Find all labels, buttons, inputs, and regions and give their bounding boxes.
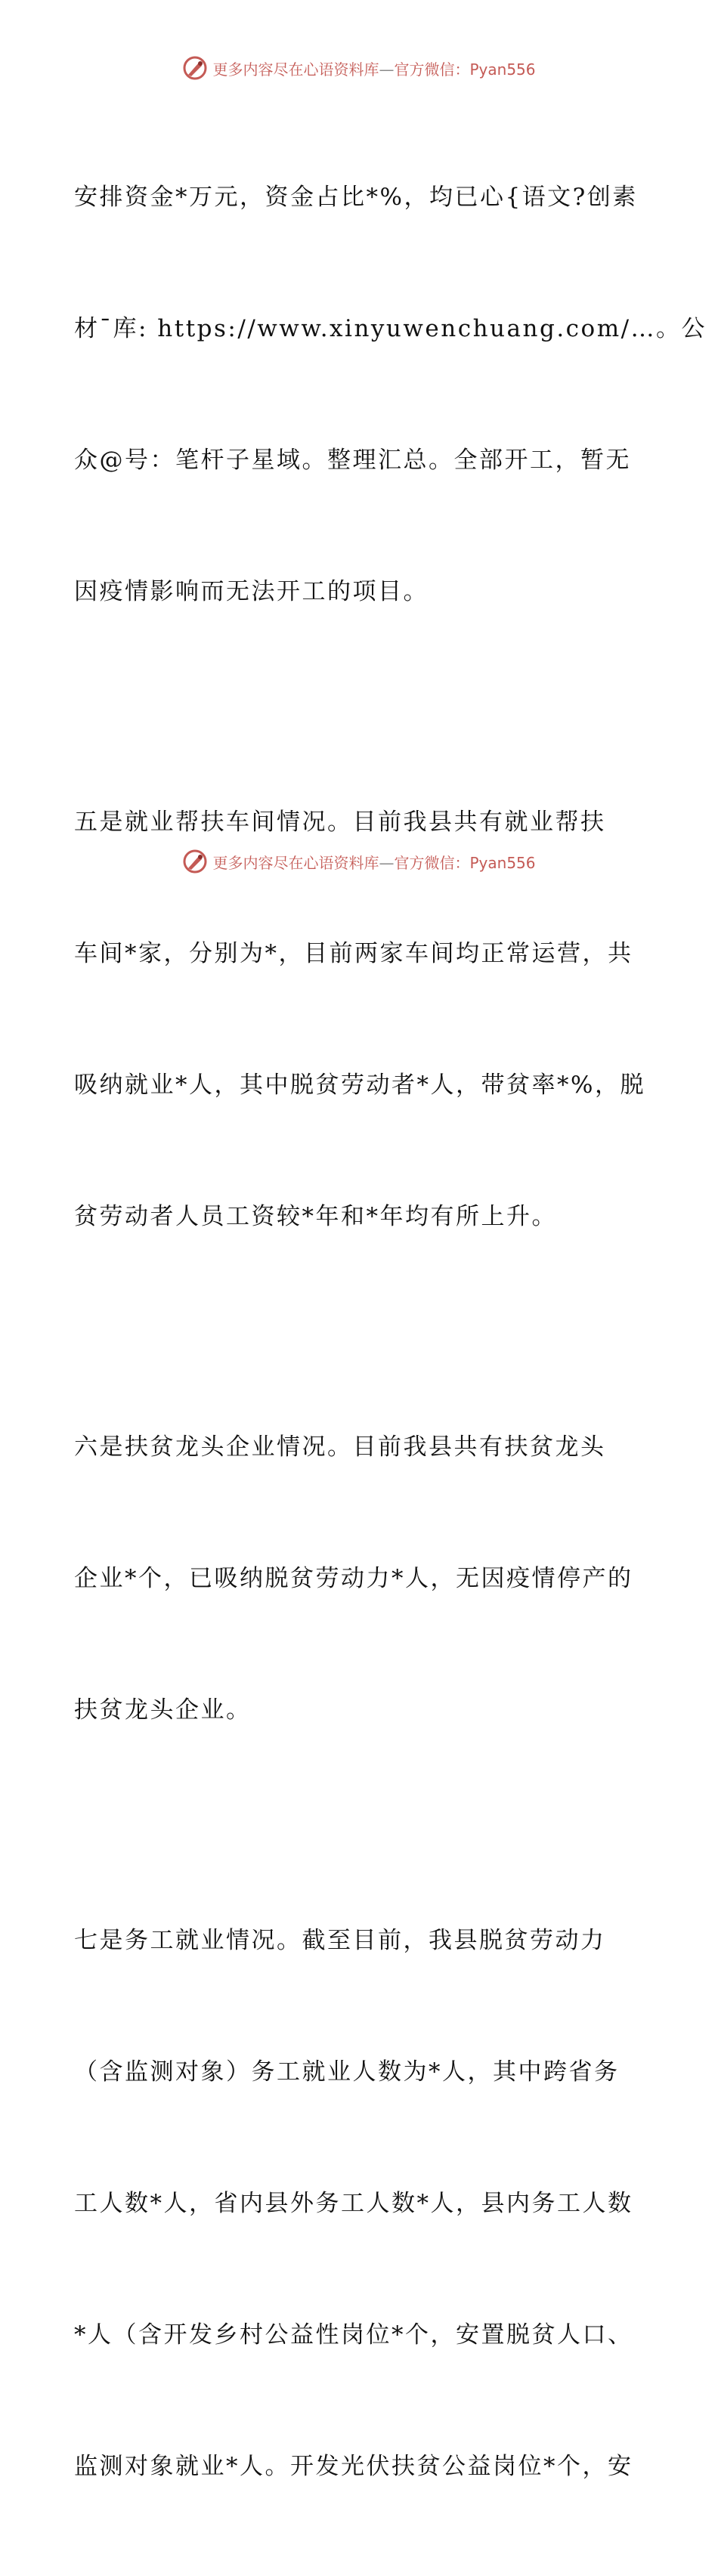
text-line: （含监测对象）务工就业人数为*人，其中跨省务 bbox=[74, 2058, 620, 2086]
paragraph-1 bbox=[74, 88, 707, 701]
watermark-brand: 更多内容尽在心语资料库 bbox=[212, 853, 379, 872]
watermark-suffix: 官方微信： bbox=[394, 60, 470, 79]
header-watermark bbox=[0, 53, 718, 83]
watermark-brand: 更多内容尽在心语资料库 bbox=[212, 60, 379, 79]
watermark-id: Pyan556 bbox=[469, 853, 536, 872]
text-line: 六是扶贫龙头企业情况。目前我县共有扶贫龙头 bbox=[74, 1433, 606, 1461]
text-line: 因疫情影响而无法开工的项目。 bbox=[74, 578, 429, 605]
text-line: 监测对象就业*人。开发光伏扶贫公益岗位*个，安 bbox=[74, 2453, 633, 2480]
text-line: 企业*个，已吸纳脱贫劳动力*人，无因疫情停产的 bbox=[74, 1565, 633, 1592]
text-line: 贫劳动者人员工资较*年和*年均有所上升。 bbox=[74, 1203, 557, 1230]
text-line: 吸纳就业*人，其中脱贫劳动者*人，带贫率*%，脱 bbox=[74, 1072, 645, 1099]
text-line: 扶贫龙头企业。 bbox=[74, 1696, 252, 1724]
pen-logo-icon bbox=[182, 55, 208, 81]
paragraph-3 bbox=[74, 1337, 642, 1820]
document-body bbox=[74, 88, 707, 2576]
watermark-separator: — bbox=[379, 60, 395, 79]
text-line: 七是务工就业情况。截至目前，我县脱贫劳动力 bbox=[74, 1927, 606, 1954]
watermark-text bbox=[212, 851, 535, 873]
paragraph-2 bbox=[74, 713, 645, 1326]
footer-watermark bbox=[0, 846, 718, 877]
watermark-text bbox=[212, 57, 535, 79]
text-line: 材¯库: https://www.xinyuwenchuang.com/…。公 bbox=[74, 315, 707, 342]
watermark-id: Pyan556 bbox=[469, 60, 536, 79]
text-line: 工人数*人，省内县外务工人数*人，县内务工人数 bbox=[74, 2190, 633, 2217]
paragraph-4 bbox=[74, 1831, 642, 2576]
pen-logo-icon bbox=[182, 849, 208, 874]
text-line: 安排资金*万元，资金占比*%，均已心{语文?创素 bbox=[74, 184, 638, 211]
text-line: 五是就业帮扶车间情况。目前我县共有就业帮扶 bbox=[74, 809, 606, 836]
text-line: 众@号：笔杆子星域。整理汇总。全部开工，暂无 bbox=[74, 447, 631, 474]
watermark-suffix: 官方微信： bbox=[394, 853, 470, 872]
text-line: 车间*家，分别为*，目前两家车间均正常运营，共 bbox=[74, 940, 633, 967]
text-line: *人（含开发乡村公益性岗位*个，安置脱贫人口、 bbox=[74, 2321, 633, 2349]
watermark-separator: — bbox=[379, 853, 395, 872]
